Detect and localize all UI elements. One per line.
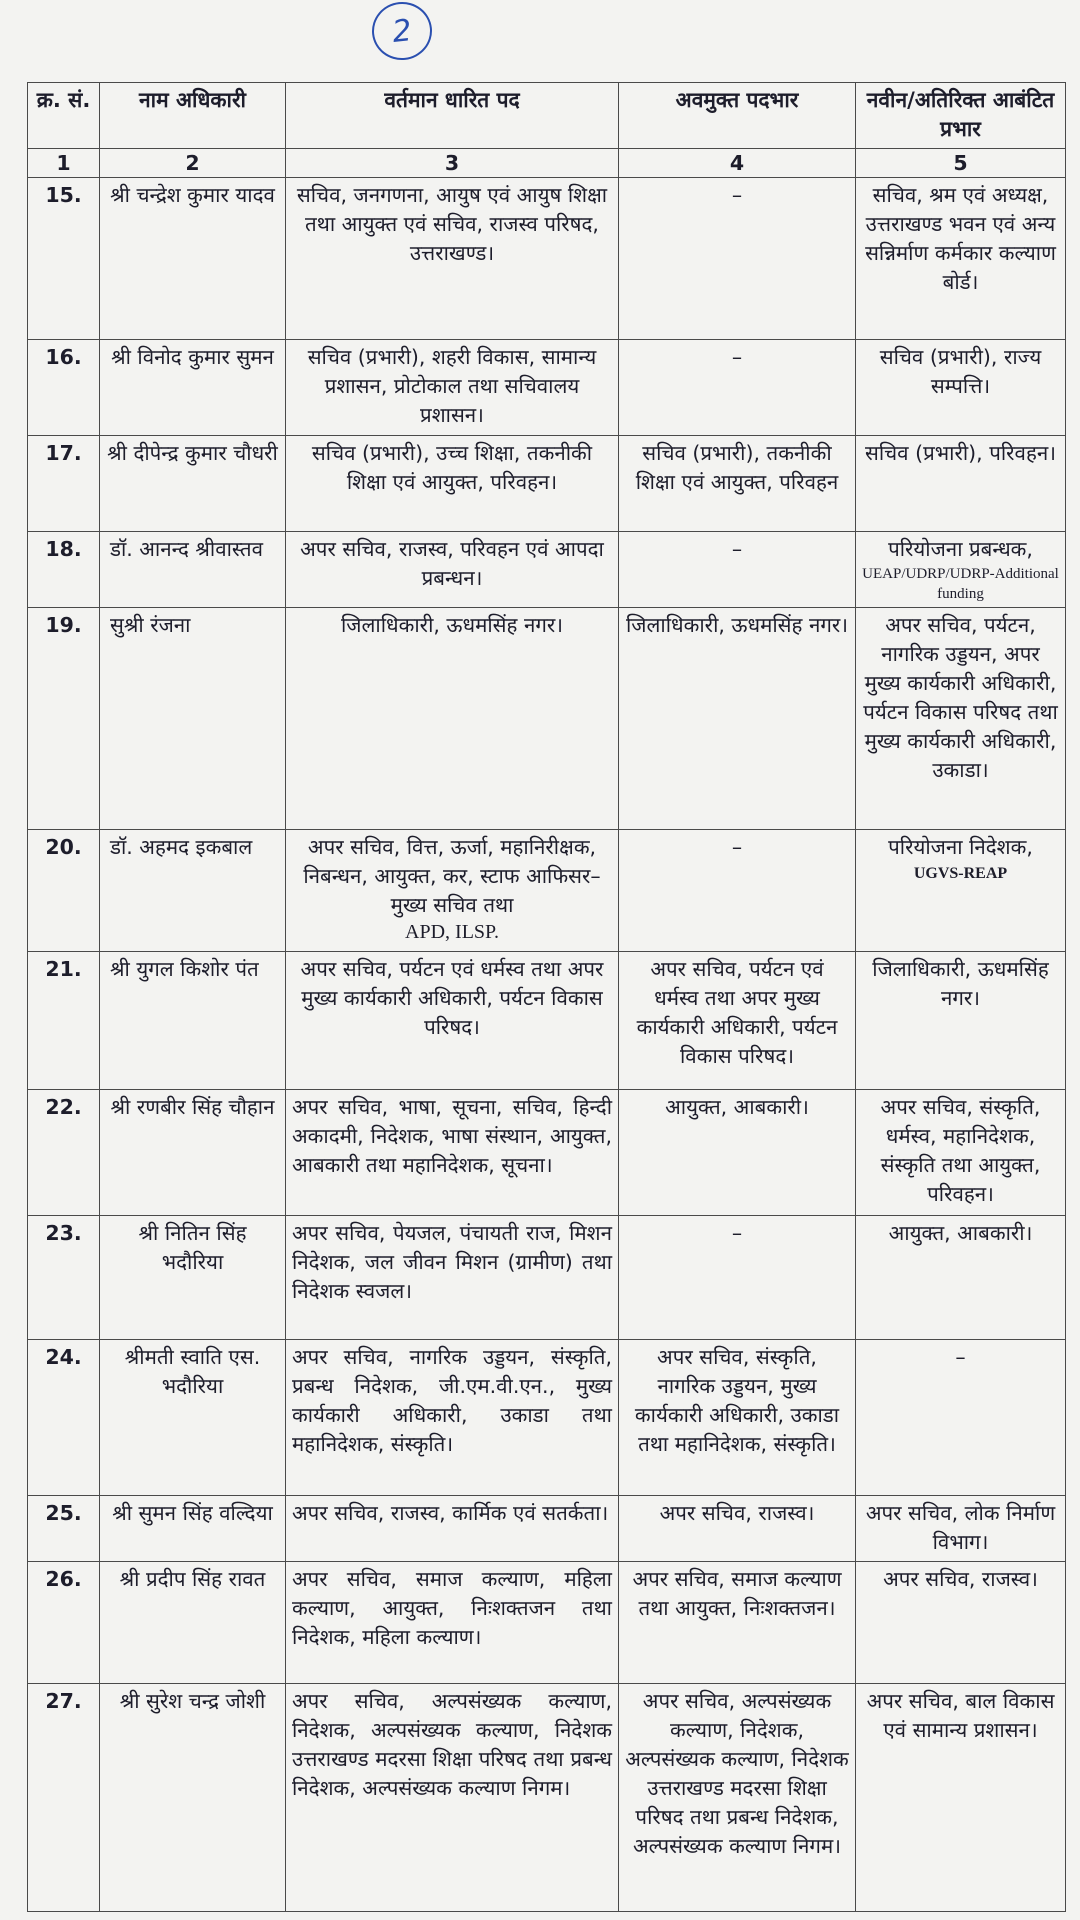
table-row	[28, 1090, 1066, 1216]
column-number-row	[28, 149, 1066, 178]
serial-number: 21.	[28, 952, 100, 1090]
new-charge-text: परियोजना प्रबन्धक,	[888, 537, 1033, 561]
new-charge: सचिव, श्रम एवं अध्यक्ष, उत्तराखण्ड भवन एवं अन्य सन्निर्माण कर्मकार कल्याण बोर्ड।	[856, 178, 1066, 340]
header-relieved-charge: अवमुक्त पदभार	[619, 83, 856, 149]
new-charge: अपर सचिव, पर्यटन, नागरिक उड्डयन, अपर मुख्य कार्यकारी अधिकारी, पर्यटन विकास परिषद तथा मुख्य कार्यकारी अधिकारी, उकाडा।	[856, 608, 1066, 830]
officer-name: श्री विनोद कुमार सुमन	[100, 340, 286, 436]
current-post: अपर सचिव, अल्पसंख्यक कल्याण, निदेशक, अल्पसंख्यक कल्याण, निदेशक उत्तराखण्ड मदरसा शिक्षा परिषद तथा प्रबन्ध निदेशक, अल्पसंख्यक कल्याण निगम।	[286, 1684, 619, 1912]
table-row	[28, 436, 1066, 532]
officer-name: श्री प्रदीप सिंह रावत	[100, 1562, 286, 1684]
serial-number: 17.	[28, 436, 100, 532]
table-row	[28, 532, 1066, 608]
relieved-charge: अपर सचिव, समाज कल्याण तथा आयुक्त, निःशक्तजन।	[619, 1562, 856, 1684]
current-post: अपर सचिव, पर्यटन एवं धर्मस्व तथा अपर मुख्य कार्यकारी अधिकारी, पर्यटन विकास परिषद।	[286, 952, 619, 1090]
current-post: सचिव (प्रभारी), शहरी विकास, सामान्य प्रशासन, प्रोटोकाल तथा सचिवालय प्रशासन।	[286, 340, 619, 436]
officer-transfer-table	[27, 82, 1066, 1912]
officer-name: श्रीमती स्वाति एस. भदौरिया	[100, 1340, 286, 1496]
officer-name: श्री नितिन सिंह भदौरिया	[100, 1216, 286, 1340]
officer-name: सुश्री रंजना	[100, 608, 286, 830]
column-number: 4	[619, 149, 856, 178]
new-charge: अपर सचिव, संस्कृति, धर्मस्व, महानिदेशक, संस्कृति तथा आयुक्त, परिवहन।	[856, 1090, 1066, 1216]
new-charge: सचिव (प्रभारी), परिवहन।	[856, 436, 1066, 532]
page-number-mark: 2	[369, 0, 435, 63]
new-charge: जिलाधिकारी, ऊधमसिंह नगर।	[856, 952, 1066, 1090]
column-number: 5	[856, 149, 1066, 178]
table-row	[28, 1340, 1066, 1496]
current-post: अपर सचिव, भाषा, सूचना, सचिव, हिन्दी अकादमी, निदेशक, भाषा संस्थान, आयुक्त, आबकारी तथा महानिदेशक, सूचना।	[286, 1090, 619, 1216]
new-charge: अपर सचिव, लोक निर्माण विभाग।	[856, 1496, 1066, 1562]
current-post: अपर सचिव, नागरिक उड्डयन, संस्कृति, प्रबन्ध निदेशक, जी.एम.वी.एन., मुख्य कार्यकारी अधिकारी, उकाडा तथा महानिदेशक, संस्कृति।	[286, 1340, 619, 1496]
column-number: 1	[28, 149, 100, 178]
new-charge: अपर सचिव, बाल विकास एवं सामान्य प्रशासन।	[856, 1684, 1066, 1912]
column-number: 3	[286, 149, 619, 178]
serial-number: 23.	[28, 1216, 100, 1340]
relieved-charge: –	[619, 830, 856, 952]
relieved-charge: अपर सचिव, संस्कृति, नागरिक उड्डयन, मुख्य कार्यकारी अधिकारी, उकाडा तथा महानिदेशक, संस्कृति।	[619, 1340, 856, 1496]
officer-name: श्री रणबीर सिंह चौहान	[100, 1090, 286, 1216]
table-row	[28, 178, 1066, 340]
relieved-charge: अपर सचिव, पर्यटन एवं धर्मस्व तथा अपर मुख्य कार्यकारी अधिकारी, पर्यटन विकास परिषद।	[619, 952, 856, 1090]
new-charge-project-code: UGVS-REAP	[913, 865, 1008, 882]
serial-number: 20.	[28, 830, 100, 952]
officer-name: श्री सुमन सिंह वल्दिया	[100, 1496, 286, 1562]
table-header-row	[28, 83, 1066, 149]
relieved-charge: –	[619, 340, 856, 436]
current-post: सचिव, जनगणना, आयुष एवं आयुष शिक्षा तथा आयुक्त एवं सचिव, राजस्व परिषद, उत्तराखण्ड।	[286, 178, 619, 340]
officer-name: डॉ. आनन्द श्रीवास्तव	[100, 532, 286, 608]
table-row	[28, 1496, 1066, 1562]
header-current-post: वर्तमान धारित पद	[286, 83, 619, 149]
serial-number: 19.	[28, 608, 100, 830]
current-post: जिलाधिकारी, ऊधमसिंह नगर।	[286, 608, 619, 830]
current-post: अपर सचिव, पेयजल, पंचायती राज, मिशन निदेशक, जल जीवन मिशन (ग्रामीण) तथा निदेशक स्वजल।	[286, 1216, 619, 1340]
serial-number: 25.	[28, 1496, 100, 1562]
column-number: 2	[100, 149, 286, 178]
officer-name: श्री सुरेश चन्द्र जोशी	[100, 1684, 286, 1912]
serial-number: 16.	[28, 340, 100, 436]
new-charge	[856, 830, 1066, 952]
current-post-text: अपर सचिव, वित्त, ऊर्जा, महानिरीक्षक, निबन्धन, आयुक्त, कर, स्टाफ आफिसर–मुख्य सचिव तथा	[303, 835, 601, 917]
header-officer-name: नाम अधिकारी	[100, 83, 286, 149]
officer-name: श्री चन्द्रेश कुमार यादव	[100, 178, 286, 340]
table-row	[28, 1684, 1066, 1912]
serial-number: 24.	[28, 1340, 100, 1496]
serial-number: 15.	[28, 178, 100, 340]
new-charge: सचिव (प्रभारी), राज्य सम्पत्ति।	[856, 340, 1066, 436]
current-post	[286, 830, 619, 952]
serial-number: 26.	[28, 1562, 100, 1684]
new-charge-text: परियोजना निदेशक,	[888, 835, 1033, 859]
table-row	[28, 340, 1066, 436]
officer-name: श्री युगल किशोर पंत	[100, 952, 286, 1090]
officer-name: श्री दीपेन्द्र कुमार चौधरी	[100, 436, 286, 532]
relieved-charge: –	[619, 532, 856, 608]
header-new-charge: नवीन/अतिरिक्त आबंटित प्रभार	[856, 83, 1066, 149]
relieved-charge: सचिव (प्रभारी), तकनीकी शिक्षा एवं आयुक्त, परिवहन	[619, 436, 856, 532]
relieved-charge: जिलाधिकारी, ऊधमसिंह नगर।	[619, 608, 856, 830]
table-row	[28, 608, 1066, 830]
new-charge: –	[856, 1340, 1066, 1496]
officer-name: डॉ. अहमद इकबाल	[100, 830, 286, 952]
new-charge	[856, 532, 1066, 608]
header-serial: क्र. सं.	[28, 83, 100, 149]
serial-number: 18.	[28, 532, 100, 608]
relieved-charge: –	[619, 178, 856, 340]
current-post: अपर सचिव, समाज कल्याण, महिला कल्याण, आयुक्त, निःशक्तजन तथा निदेशक, महिला कल्याण।	[286, 1562, 619, 1684]
relieved-charge: –	[619, 1216, 856, 1340]
table-row	[28, 830, 1066, 952]
relieved-charge: अपर सचिव, अल्पसंख्यक कल्याण, निदेशक, अल्पसंख्यक कल्याण, निदेशक उत्तराखण्ड मदरसा शिक्षा परिषद तथा प्रबन्ध निदेशक, अल्पसंख्यक कल्याण निगम।	[619, 1684, 856, 1912]
table-row	[28, 952, 1066, 1090]
current-post-code: APD, ILSP.	[405, 921, 499, 943]
current-post: अपर सचिव, राजस्व, कार्मिक एवं सतर्कता।	[286, 1496, 619, 1562]
relieved-charge: आयुक्त, आबकारी।	[619, 1090, 856, 1216]
new-charge-project-code: UEAP/UDRP/UDRP-Additional funding	[862, 566, 1059, 602]
relieved-charge: अपर सचिव, राजस्व।	[619, 1496, 856, 1562]
serial-number: 22.	[28, 1090, 100, 1216]
table-row	[28, 1216, 1066, 1340]
new-charge: आयुक्त, आबकारी।	[856, 1216, 1066, 1340]
new-charge: अपर सचिव, राजस्व।	[856, 1562, 1066, 1684]
current-post: सचिव (प्रभारी), उच्च शिक्षा, तकनीकी शिक्षा एवं आयुक्त, परिवहन।	[286, 436, 619, 532]
current-post: अपर सचिव, राजस्व, परिवहन एवं आपदा प्रबन्धन।	[286, 532, 619, 608]
serial-number: 27.	[28, 1684, 100, 1912]
table-row	[28, 1562, 1066, 1684]
